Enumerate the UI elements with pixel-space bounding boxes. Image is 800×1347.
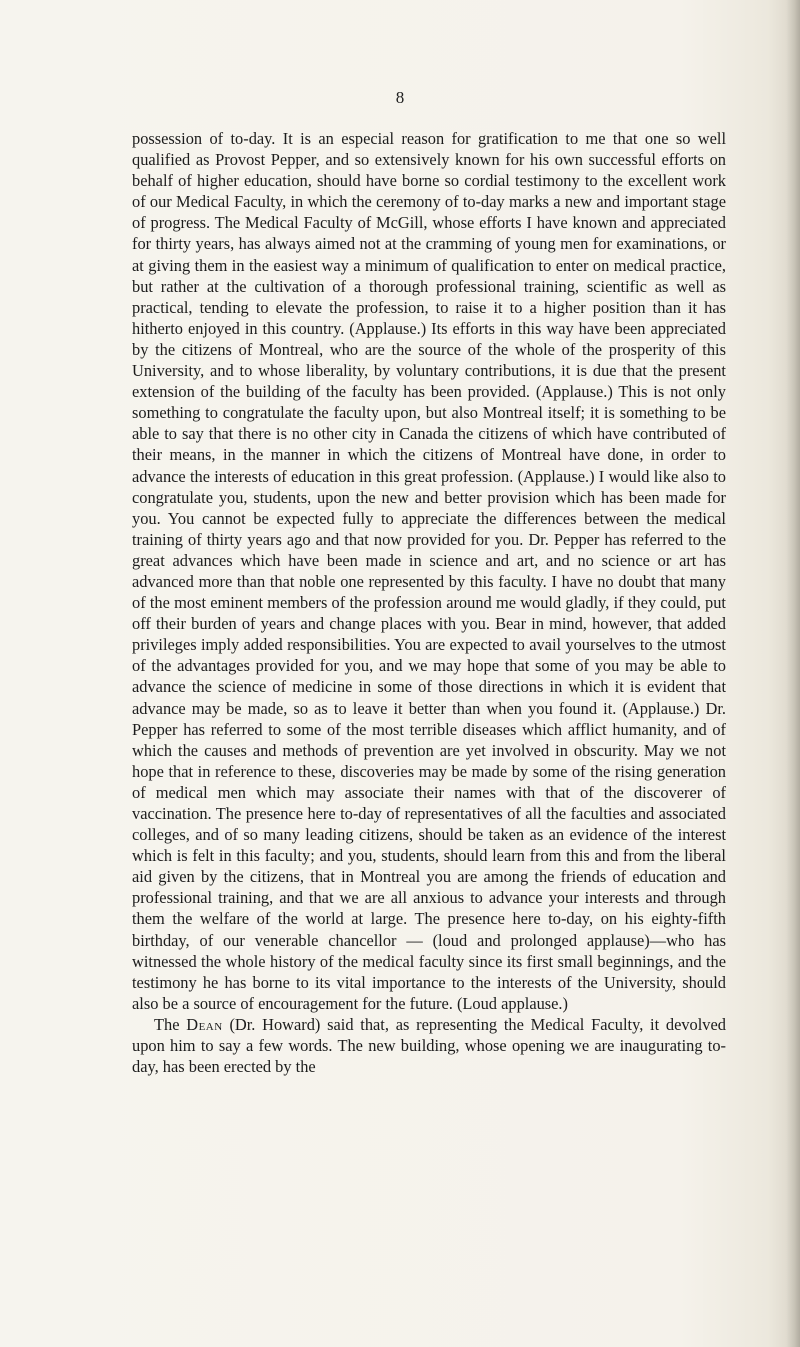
body-text: [132, 128, 726, 1077]
paragraph-lead: The: [154, 1014, 180, 1034]
speaker-name: Dean: [186, 1014, 223, 1034]
paragraph-text: (Dr. Howard) said that, as representing the Medical Faculty, it devolved upon him to say a few words. The new building, whose opening we are inaugurating to-day, has been erected by the: [132, 1014, 726, 1077]
paragraph: [132, 1014, 726, 1077]
page-number: 8: [395, 88, 405, 107]
page-edge-shadow: [786, 0, 800, 1347]
paragraph: possession of to-day. It is an especial reason for gratification to me that one so well qualified as Provost Pepper, and so extensively known for his own successful efforts on behalf of higher education, should have borne so cordial testimony to the excellent work of our Medical Faculty, in which the ceremony of to-day marks a new and important stage of progress. The Medical Faculty of McGill, whose efforts I have known and appreciated for thirty years, has always aimed not at the cramming of young men for examinations, or at giving them in the easiest way a minimum of qualification to enter on medical practice, but rather at the cultivation of a thorough professional training, scientific as well as practical, tending to elevate the profession, to raise it to a higher position than it has hitherto enjoyed in this country. (Applause.) Its efforts in this way have been appreciated by the citizens of Montreal, who are the source of the whole of the prosperity of this University, and to whose liberality, by voluntary contributions, it is due that the present extension of the building of the faculty has been provided. (Applause.) This is not only something to congratulate the faculty upon, but also Montreal itself; it is something to be able to say that there is no other city in Canada the citizens of which have contributed of their means, in the manner in which the citizens of Montreal have done, in order to advance the interests of education in this great profession. (Applause.) I would like also to congratulate you, students, upon the new and better provision which has been made for you. You cannot be expected fully to appreciate the differences between the medical training of thirty years ago and that now provided for you. Dr. Pepper has referred to the great advances which have been made in science and art, and no science or art has advanced more than that noble one represented by this faculty. I have no doubt that many of the most eminent members of the profession around me would gladly, if they could, put off their burden of years and change places with you. Bear in mind, however, that added privileges imply added responsibilities. You are expected to avail yourselves to the utmost of the advantages provided for you, and we may hope that some of you may be able to advance the science of medicine in some of those directions in which it is evident that advance may be made, so as to leave it better than when you found it. (Applause.) Dr. Pepper has referred to some of the most terrible diseases which afflict humanity, and of which the causes and methods of prevention are yet involved in obscurity. May we not hope that in reference to these, discoveries may be made by some of the rising generation of medical men which may associate their names with that of the discoverer of vaccination. The presence here to-day of representatives of all the faculties and associated colleges, and of so many leading citizens, should be taken as an evidence of the interest which is felt in this faculty; and you, students, should learn from this and from the liberal aid given by the citizens, that in Montreal you are among the friends of education and professional training, and that we are all anxious to advance your interests and through them the welfare of the world at large. The presence here to-day, on his eighty-fifth birthday, of our venerable chancellor — (loud and prolonged applause)—who has witnessed the whole history of the medical faculty since its first small beginnings, and the testimony he has borne to its vital importance to the interests of the University, should also be a source of encouragement for the future. (Loud applause.): [132, 129, 726, 1013]
